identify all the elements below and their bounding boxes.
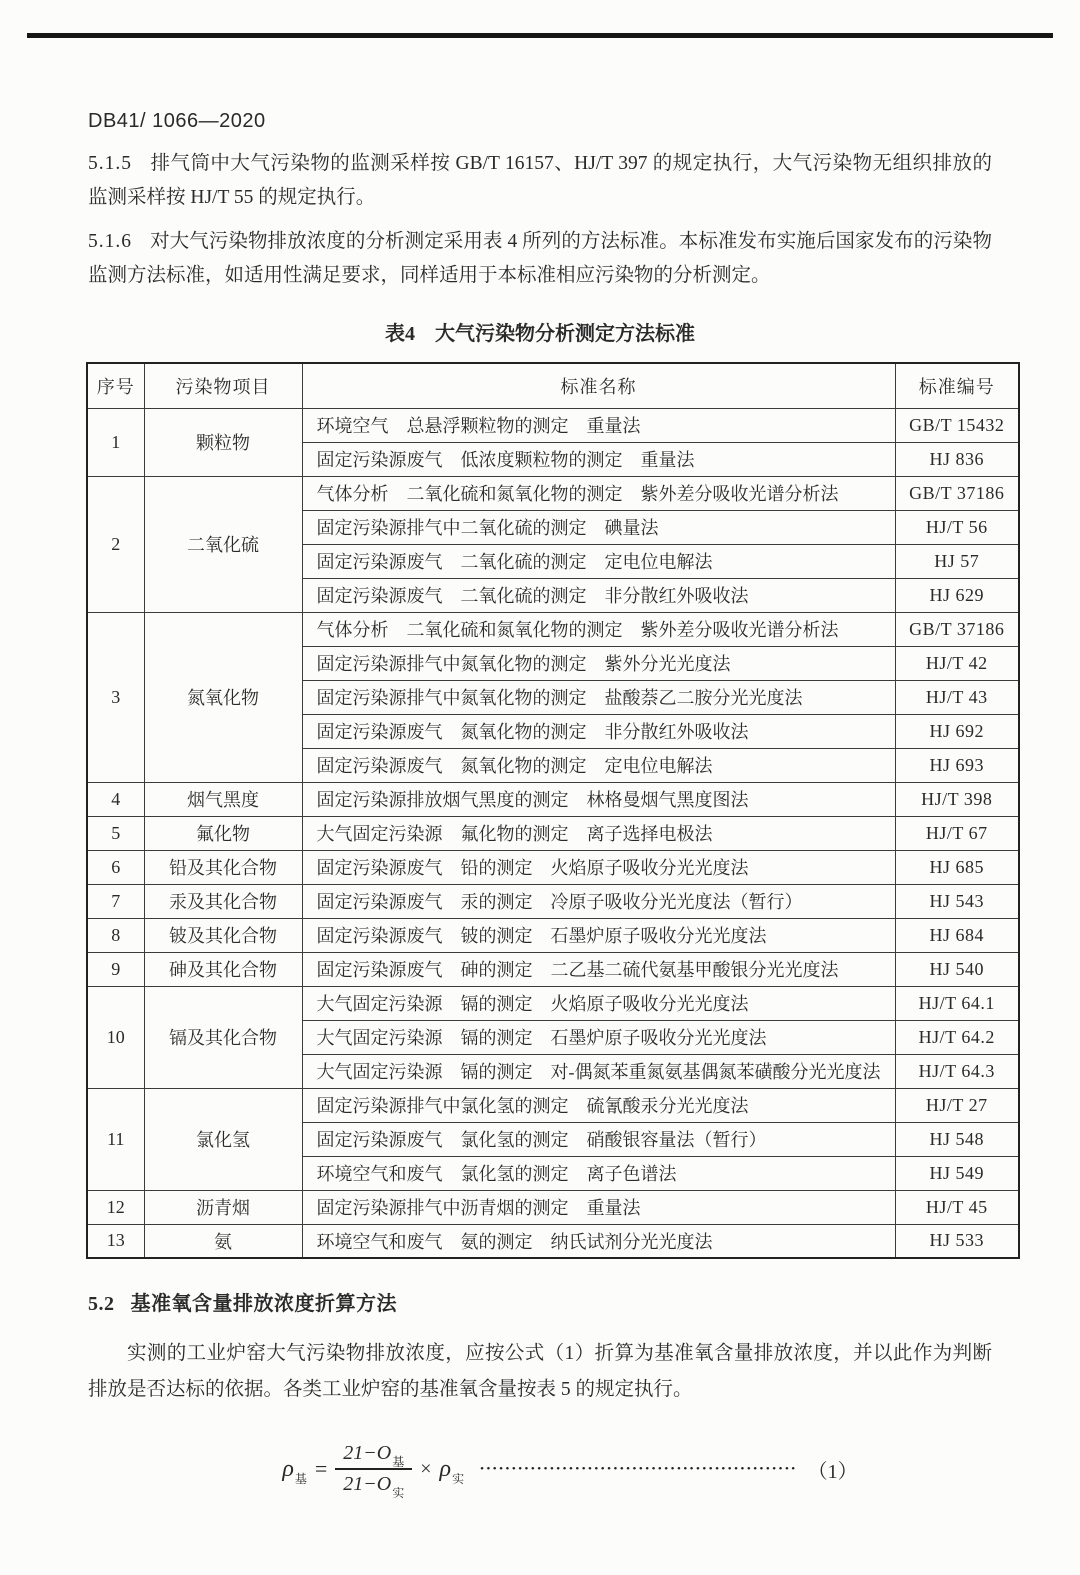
cell-pollutant: 砷及其化合物 — [144, 952, 302, 986]
cell-standard-code: HJ 549 — [895, 1156, 1019, 1190]
multiply-sign: × — [420, 1457, 432, 1480]
fraction-numerator: $21-O_基$ — [335, 1442, 412, 1470]
cell-standard-code: HJ 540 — [895, 952, 1019, 986]
cell-standard-name: 大气固定污染源 镉的测定 对-偶氮苯重氮氨基偶氮苯磺酸分光光度法 — [302, 1054, 895, 1088]
clause-number: 5.1.6 — [88, 231, 132, 252]
rho-base-symbol: $\rho_基$ — [282, 1455, 307, 1486]
cell-seq: 9 — [87, 952, 144, 986]
cell-standard-name: 固定污染源废气 低浓度颗粒物的测定 重量法 — [302, 442, 895, 476]
cell-pollutant: 氨 — [144, 1224, 302, 1258]
table-row — [87, 884, 1019, 918]
methods-table — [86, 362, 1020, 1259]
cell-seq: 5 — [87, 816, 144, 850]
cell-standard-code: HJ/T 45 — [895, 1190, 1019, 1224]
cell-pollutant: 铅及其化合物 — [144, 850, 302, 884]
cell-standard-name: 固定污染源排气中沥青烟的测定 重量法 — [302, 1190, 895, 1224]
document-number: DB41/ 1066—2020 — [88, 110, 266, 132]
cell-seq: 1 — [87, 408, 144, 476]
cell-standard-code: HJ/T 64.2 — [895, 1020, 1019, 1054]
cell-standard-code: GB/T 15432 — [895, 408, 1019, 442]
cell-standard-code: HJ/T 56 — [895, 510, 1019, 544]
cell-standard-name: 固定污染源废气 二氧化硫的测定 非分散红外吸收法 — [302, 578, 895, 612]
dot-leader: •••••••••••••••••••••••••••••••••••••••••••••••••• — [480, 1463, 798, 1475]
clause-number: 5.1.5 — [88, 153, 132, 174]
cell-standard-name: 环境空气和废气 氨的测定 纳氏试剂分光光度法 — [302, 1224, 895, 1258]
cell-standard-name: 固定污染源排气中氮氧化物的测定 紫外分光光度法 — [302, 646, 895, 680]
table-body — [87, 408, 1019, 1258]
cell-standard-name: 固定污染源废气 汞的测定 冷原子吸收分光光度法（暂行） — [302, 884, 895, 918]
cell-standard-name: 固定污染源排放烟气黑度的测定 林格曼烟气黑度图法 — [302, 782, 895, 816]
cell-standard-code: HJ 533 — [895, 1224, 1019, 1258]
cell-pollutant: 氮氧化物 — [144, 612, 302, 782]
page-content — [0, 110, 1080, 1500]
cell-pollutant: 沥青烟 — [144, 1190, 302, 1224]
top-rule — [27, 33, 1053, 38]
table-row — [87, 816, 1019, 850]
clause-5-1-6 — [88, 225, 992, 293]
header-pollutant: 污染物项目 — [144, 363, 302, 408]
cell-pollutant: 二氧化硫 — [144, 476, 302, 612]
rho-measured-symbol: $\rho_实$ — [439, 1455, 465, 1486]
table-row — [87, 952, 1019, 986]
cell-standard-code: HJ 543 — [895, 884, 1019, 918]
section-5-2-heading — [88, 1287, 992, 1316]
cell-standard-code: HJ/T 42 — [895, 646, 1019, 680]
cell-standard-code: HJ 57 — [895, 544, 1019, 578]
cell-standard-name: 固定污染源废气 砷的测定 二乙基二硫代氨基甲酸银分光光度法 — [302, 952, 895, 986]
cell-seq: 6 — [87, 850, 144, 884]
cell-seq: 12 — [87, 1190, 144, 1224]
cell-seq: 10 — [87, 986, 144, 1088]
clause-5-1-5 — [88, 147, 992, 215]
table-row — [87, 782, 1019, 816]
cell-pollutant: 氯化氢 — [144, 1088, 302, 1190]
cell-pollutant: 镉及其化合物 — [144, 986, 302, 1088]
cell-standard-code: HJ/T 27 — [895, 1088, 1019, 1122]
equation-number: （1） — [807, 1460, 858, 1483]
table-row — [87, 1224, 1019, 1258]
table-title: 表4 大气污染物分析测定方法标准 — [385, 323, 695, 345]
cell-pollutant: 汞及其化合物 — [144, 884, 302, 918]
cell-standard-name: 固定污染源排气中二氧化硫的测定 碘量法 — [302, 510, 895, 544]
cell-standard-name: 固定污染源排气中氮氧化物的测定 盐酸萘乙二胺分光光度法 — [302, 680, 895, 714]
table-row — [87, 476, 1019, 510]
cell-standard-name: 大气固定污染源 镉的测定 火焰原子吸收分光光度法 — [302, 986, 895, 1020]
cell-standard-code: HJ 548 — [895, 1122, 1019, 1156]
formula-1 — [88, 1442, 992, 1500]
cell-standard-code: HJ/T 398 — [895, 782, 1019, 816]
table-row — [87, 408, 1019, 442]
cell-standard-code: HJ 685 — [895, 850, 1019, 884]
cell-seq: 11 — [87, 1088, 144, 1190]
table-row — [87, 1190, 1019, 1224]
clause-text: 对大气污染物排放浓度的分析测定采用表 4 所列的方法标准。本标准发布实施后国家发布的污染物监测方法标准，如适用性满足要求，同样适用于本标准相应污染物的分析测定。 — [88, 231, 992, 286]
cell-seq: 4 — [87, 782, 144, 816]
cell-standard-name: 大气固定污染源 氟化物的测定 离子选择电极法 — [302, 816, 895, 850]
cell-standard-name: 固定污染源废气 氯化氢的测定 硝酸银容量法（暂行） — [302, 1122, 895, 1156]
cell-standard-name: 大气固定污染源 镉的测定 石墨炉原子吸收分光光度法 — [302, 1020, 895, 1054]
cell-standard-code: GB/T 37186 — [895, 612, 1019, 646]
fraction — [335, 1442, 412, 1500]
cell-seq: 13 — [87, 1224, 144, 1258]
section-number: 5.2 — [88, 1293, 115, 1315]
cell-standard-name: 环境空气和废气 氯化氢的测定 离子色谱法 — [302, 1156, 895, 1190]
cell-standard-name: 固定污染源废气 氮氧化物的测定 非分散红外吸收法 — [302, 714, 895, 748]
table-row — [87, 1088, 1019, 1122]
cell-standard-code: HJ/T 43 — [895, 680, 1019, 714]
header-standard-name: 标准名称 — [302, 363, 895, 408]
cell-standard-code: GB/T 37186 — [895, 476, 1019, 510]
table-row — [87, 986, 1019, 1020]
clause-text: 排气筒中大气污染物的监测采样按 GB/T 16157、HJ/T 397 的规定执行，大气污染物无组织排放的监测采样按 HJ/T 55 的规定执行。 — [88, 153, 992, 208]
cell-standard-code: HJ 693 — [895, 748, 1019, 782]
cell-standard-name: 气体分析 二氧化硫和氮氧化物的测定 紫外差分吸收光谱分析法 — [302, 612, 895, 646]
cell-standard-name: 气体分析 二氧化硫和氮氧化物的测定 紫外差分吸收光谱分析法 — [302, 476, 895, 510]
section-title: 基准氧含量排放浓度折算方法 — [130, 1293, 397, 1315]
cell-standard-code: HJ 692 — [895, 714, 1019, 748]
section-paragraph: 实测的工业炉窑大气污染物排放浓度，应按公式（1）折算为基准氧含量排放浓度，并以此作为判断排放是否达标的依据。各类工业炉窑的基准氧含量按表 5 的规定执行。 — [88, 1343, 992, 1400]
cell-seq: 8 — [87, 918, 144, 952]
equals-sign: = — [314, 1456, 328, 1481]
cell-pollutant: 铍及其化合物 — [144, 918, 302, 952]
cell-pollutant: 烟气黑度 — [144, 782, 302, 816]
header-standard-code: 标准编号 — [895, 363, 1019, 408]
cell-standard-name: 固定污染源废气 氮氧化物的测定 定电位电解法 — [302, 748, 895, 782]
table-row — [87, 612, 1019, 646]
header-seq: 序号 — [87, 363, 144, 408]
cell-standard-name: 固定污染源排气中氯化氢的测定 硫氰酸汞分光光度法 — [302, 1088, 895, 1122]
cell-seq: 7 — [87, 884, 144, 918]
cell-standard-code: HJ/T 67 — [895, 816, 1019, 850]
cell-pollutant: 颗粒物 — [144, 408, 302, 476]
cell-standard-name: 固定污染源废气 铍的测定 石墨炉原子吸收分光光度法 — [302, 918, 895, 952]
cell-standard-name: 环境空气 总悬浮颗粒物的测定 重量法 — [302, 408, 895, 442]
cell-standard-code: HJ 836 — [895, 442, 1019, 476]
cell-standard-code: HJ/T 64.3 — [895, 1054, 1019, 1088]
cell-standard-name: 固定污染源废气 二氧化硫的测定 定电位电解法 — [302, 544, 895, 578]
table-row — [87, 850, 1019, 884]
fraction-denominator: $21-O_实$ — [343, 1473, 405, 1500]
cell-pollutant: 氟化物 — [144, 816, 302, 850]
cell-standard-code: HJ/T 64.1 — [895, 986, 1019, 1020]
cell-seq: 2 — [87, 476, 144, 612]
cell-seq: 3 — [87, 612, 144, 782]
cell-standard-code: HJ 684 — [895, 918, 1019, 952]
cell-standard-name: 固定污染源废气 铅的测定 火焰原子吸收分光光度法 — [302, 850, 895, 884]
table-header-row — [87, 363, 1019, 408]
table-row — [87, 918, 1019, 952]
cell-standard-code: HJ 629 — [895, 578, 1019, 612]
